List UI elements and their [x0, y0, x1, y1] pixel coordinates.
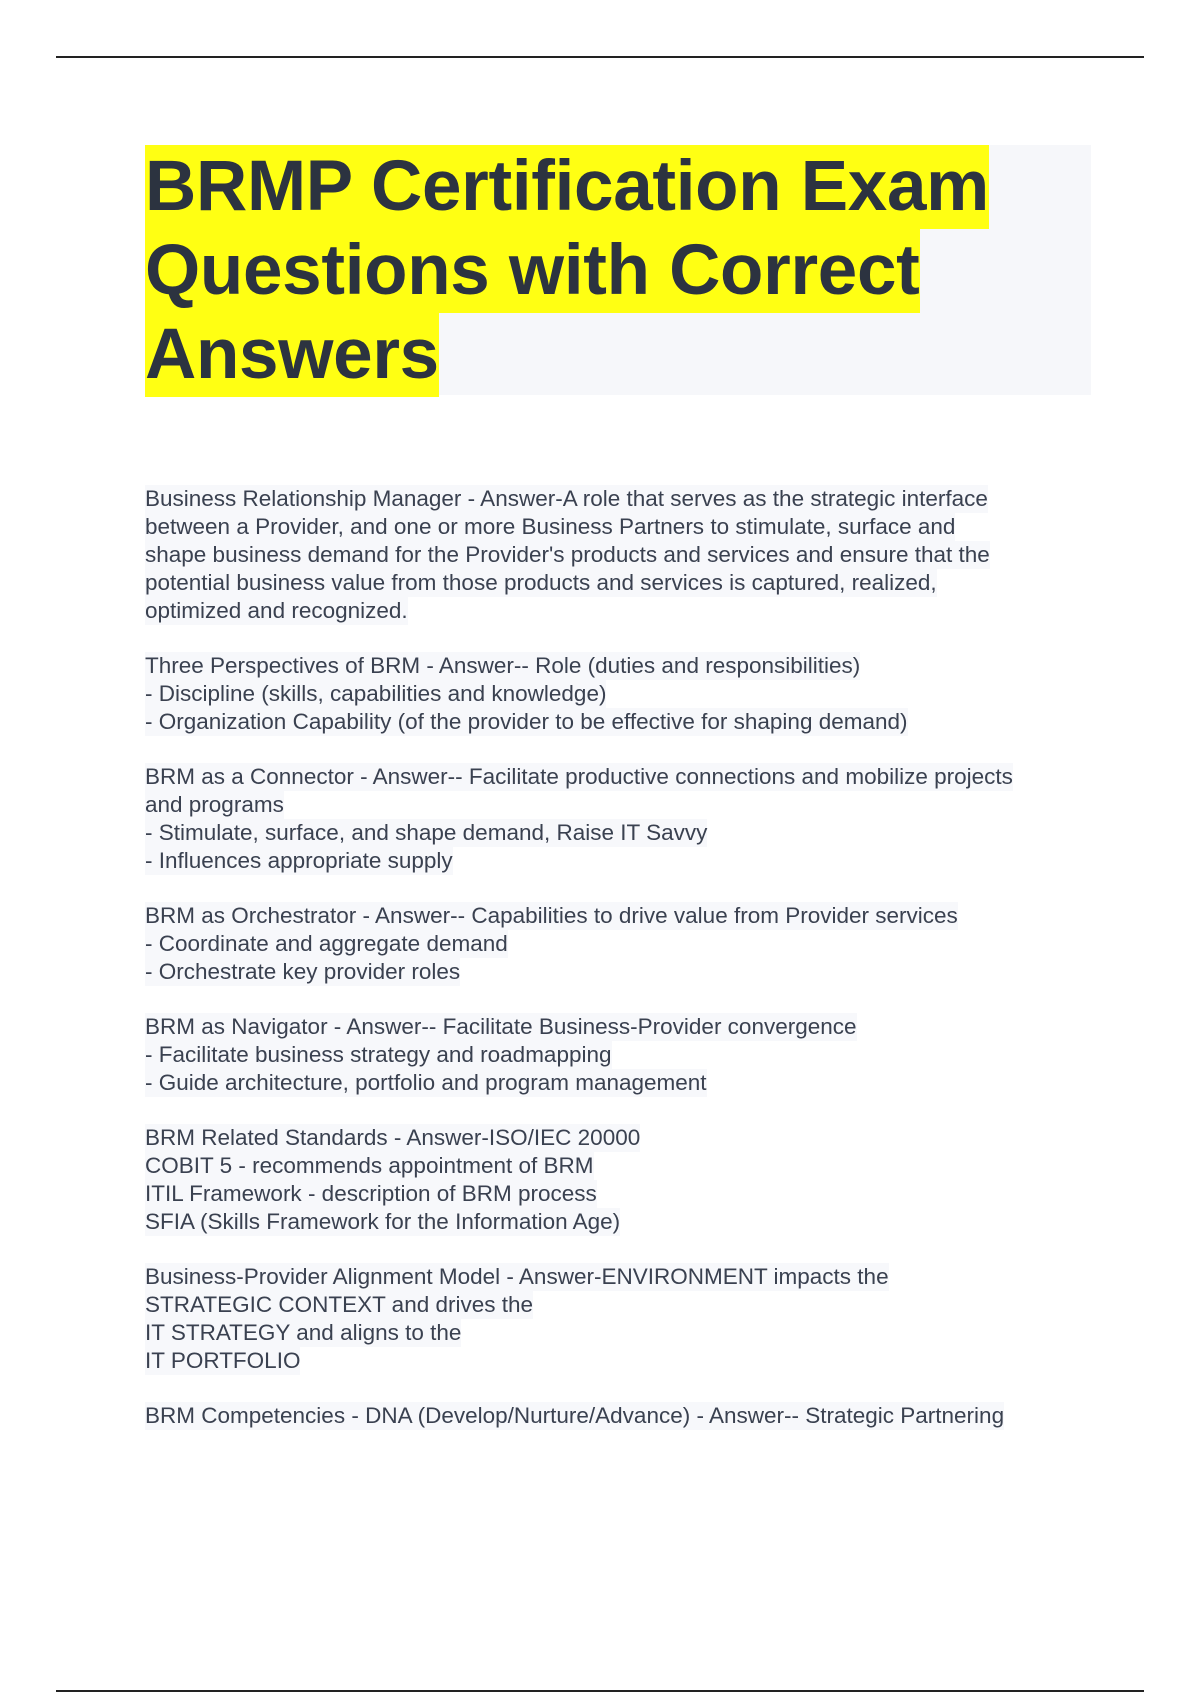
entry-line: COBIT 5 - recommends appointment of BRM	[145, 1153, 594, 1178]
entry-line: BRM Competencies - DNA (Develop/Nurture/Advance) - Answer-- Strategic Partnering	[145, 1403, 1005, 1428]
entry-line: - Facilitate business strategy and roadmapping	[145, 1042, 612, 1067]
qa-content	[145, 485, 1105, 1457]
title-line: Questions with Correct	[145, 229, 920, 313]
qa-entry-business-relationship-manager	[145, 485, 1105, 625]
entry-line: - Orchestrate key provider roles	[145, 959, 461, 984]
entry-line: Business-Provider Alignment Model - Answer-ENVIRONMENT impacts the	[145, 1264, 889, 1289]
page-title	[145, 145, 1091, 397]
qa-entry-brm-related-standards	[145, 1124, 1105, 1236]
qa-entry-brm-competencies	[145, 1402, 1105, 1430]
title-line: BRMP Certification Exam	[145, 145, 989, 229]
qa-entry-brm-navigator	[145, 1013, 1105, 1097]
entry-line: - Discipline (skills, capabilities and knowledge)	[145, 681, 607, 706]
entry-line: BRM as a Connector - Answer-- Facilitate productive connections and mobilize projects	[145, 764, 1013, 789]
entry-line: - Stimulate, surface, and shape demand, Raise IT Savvy	[145, 820, 708, 845]
entry-line: BRM as Navigator - Answer-- Facilitate Business-Provider convergence	[145, 1014, 857, 1039]
title-line: Answers	[145, 313, 439, 397]
entry-line: and programs	[145, 792, 284, 817]
entry-line: shape business demand for the Provider's products and services and ensure that the	[145, 542, 990, 567]
title-block	[145, 145, 1091, 395]
entry-line: Business Relationship Manager - Answer-A role that serves as the strategic interface	[145, 486, 988, 511]
entry-line: ITIL Framework - description of BRM process	[145, 1181, 597, 1206]
qa-entry-brm-connector	[145, 763, 1105, 875]
entry-line: IT PORTFOLIO	[145, 1348, 301, 1373]
entry-line: - Influences appropriate supply	[145, 848, 453, 873]
entry-line: - Guide architecture, portfolio and program management	[145, 1070, 707, 1095]
entry-line: BRM as Orchestrator - Answer-- Capabilities to drive value from Provider services	[145, 903, 958, 928]
qa-entry-brm-orchestrator	[145, 902, 1105, 986]
entry-line: SFIA (Skills Framework for the Information Age)	[145, 1209, 621, 1234]
qa-entry-three-perspectives	[145, 652, 1105, 736]
entry-line: potential business value from those products and services is captured, realized,	[145, 570, 937, 595]
entry-line: optimized and recognized.	[145, 598, 408, 623]
entry-line: IT STRATEGY and aligns to the	[145, 1320, 462, 1345]
entry-line: Three Perspectives of BRM - Answer-- Role (duties and responsibilities)	[145, 653, 861, 678]
entry-line: BRM Related Standards - Answer-ISO/IEC 20000	[145, 1125, 641, 1150]
qa-entry-alignment-model	[145, 1263, 1105, 1375]
entry-line: - Organization Capability (of the provider to be effective for shaping demand)	[145, 709, 908, 734]
bottom-page-rule	[56, 1690, 1144, 1692]
top-page-rule	[56, 56, 1144, 58]
entry-line: between a Provider, and one or more Business Partners to stimulate, surface and	[145, 514, 956, 539]
entry-line: - Coordinate and aggregate demand	[145, 931, 508, 956]
entry-line: STRATEGIC CONTEXT and drives the	[145, 1292, 534, 1317]
